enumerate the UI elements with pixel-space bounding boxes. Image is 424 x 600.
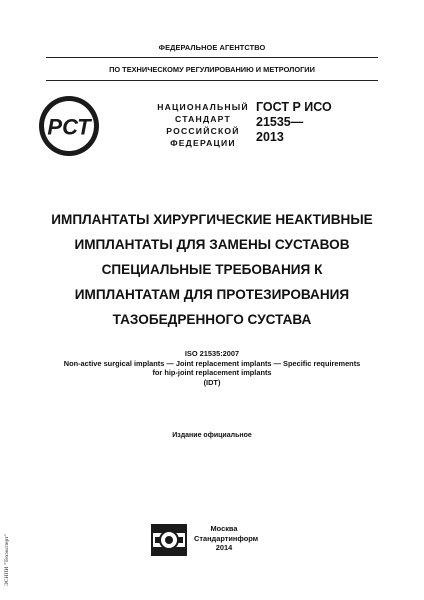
header-rule-top — [46, 57, 378, 58]
publisher-name: Стандартинформ — [194, 533, 259, 543]
title-line: ТАЗОБЕДРЕННОГО СУСТАВА — [112, 312, 312, 327]
header-rule-bottom — [46, 80, 378, 81]
publisher-year: 2014 — [215, 543, 233, 552]
title-line: ИМПЛАНТАТЫ ХИРУРГИЧЕСКИЕ НЕАКТИВНЫЕ — [51, 212, 373, 227]
title-line: ИМПЛАНТАТЫ ДЛЯ ЗАМЕНЫ СУСТАВОВ — [74, 237, 350, 252]
iso-reference — [0, 349, 424, 387]
edition-label: Издание официальное — [172, 432, 252, 439]
standard-type-line: РОССИЙСКОЙ — [166, 126, 240, 136]
iso-line: Non-active surgical implants — Joint replacement implants — Specific requirements — [63, 358, 361, 368]
standard-type-line: СТАНДАРТ — [175, 114, 231, 124]
title-line: СПЕЦИАЛЬНЫЕ ТРЕБОВАНИЯ К — [101, 262, 323, 277]
ministry-name: ПО ТЕХНИЧЕСКОМУ РЕГУЛИРОВАНИЮ И МЕТРОЛОГИИ — [109, 65, 315, 74]
logo-lettering: РСТ — [47, 114, 91, 140]
iso-line: for hip-joint replacement implants — [152, 368, 272, 378]
document-title — [0, 207, 424, 332]
standard-type — [138, 101, 268, 149]
standard-code-line: ГОСТ Р ИСО — [256, 100, 332, 114]
publisher-block — [194, 524, 259, 553]
side-watermark-note: ЭСНПИ "Техэксперт" — [4, 534, 10, 586]
iso-line: (IDT) — [203, 377, 221, 387]
standard-code-line: 2013 — [256, 130, 284, 144]
iso-line: ISO 21535:2007 — [184, 349, 240, 358]
standard-code — [256, 100, 366, 145]
rst-logo-icon — [38, 95, 100, 157]
standard-type-line: НАЦИОНАЛЬНЫЙ — [157, 102, 249, 112]
publisher-logo-icon — [149, 520, 189, 560]
title-line: ИМПЛАНТАТАМ ДЛЯ ПРОТЕЗИРОВАНИЯ — [74, 287, 350, 302]
agency-name: ФЕДЕРАЛЬНОЕ АГЕНТСТВО — [158, 43, 266, 52]
publisher-city: Москва — [210, 524, 238, 533]
standard-code-line: 21535— — [256, 115, 304, 129]
standard-type-line: ФЕДЕРАЦИИ — [170, 138, 236, 148]
